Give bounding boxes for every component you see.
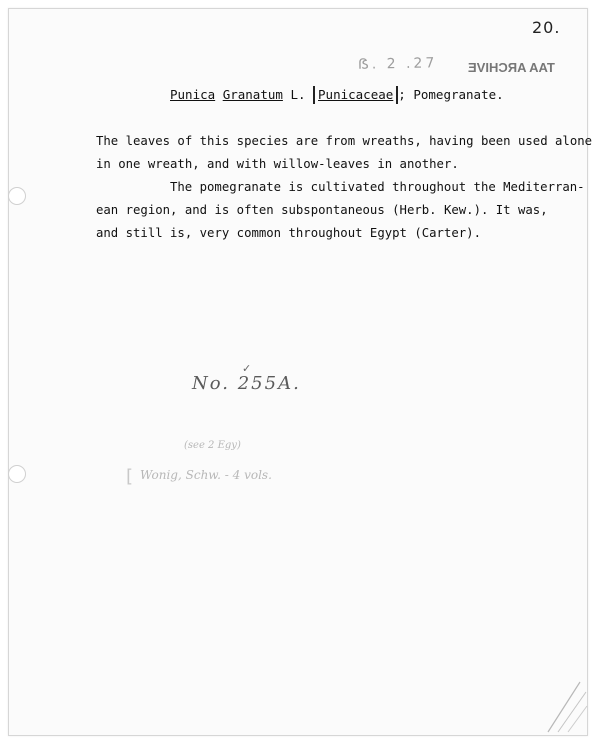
paragraph-1-line: The leaves of this species are from wreaths, having been used alone <box>96 134 593 148</box>
family-name: Punicaceae <box>318 87 394 102</box>
page-edge-curl <box>540 672 588 734</box>
paragraph-1-line: in one wreath, and with willow-leaves in another. <box>96 157 459 171</box>
paragraph-2-line: and still is, very common throughout Egypt (Carter). <box>96 226 481 240</box>
paragraph-2-line: ean region, and is often subspontaneous (Herb. Kew.). It was, <box>96 203 548 217</box>
faint-pencil-note-1: (see 2 Egy) <box>184 440 241 451</box>
author-abbrev: L. <box>290 87 306 102</box>
species-name: Granatum <box>222 87 283 102</box>
species-title <box>170 86 504 104</box>
faint-bracket: [ <box>126 466 134 487</box>
punch-hole-top <box>8 187 26 205</box>
punch-hole-bottom <box>8 465 26 483</box>
genus-name: Punica <box>170 87 216 102</box>
family-box <box>313 86 398 104</box>
page-number: 20. <box>532 18 561 37</box>
document-page <box>8 8 593 736</box>
paragraph-2-line: The pomegranate is cultivated throughout the Mediterran- <box>170 180 585 194</box>
date-stamp: ẞ. 2 .27 <box>357 55 438 73</box>
check-mark-icon: ✓ <box>242 362 252 375</box>
handwritten-catalog-number: No. 255A. <box>192 373 301 394</box>
archive-stamp: TAA ARCHIVE <box>468 60 555 75</box>
paragraph-1 <box>96 130 593 176</box>
faint-pencil-note-2: Wonig, Schw. - 4 vols. <box>140 468 272 482</box>
paragraph-2 <box>96 176 585 245</box>
common-name: ; Pomegranate. <box>398 87 504 102</box>
